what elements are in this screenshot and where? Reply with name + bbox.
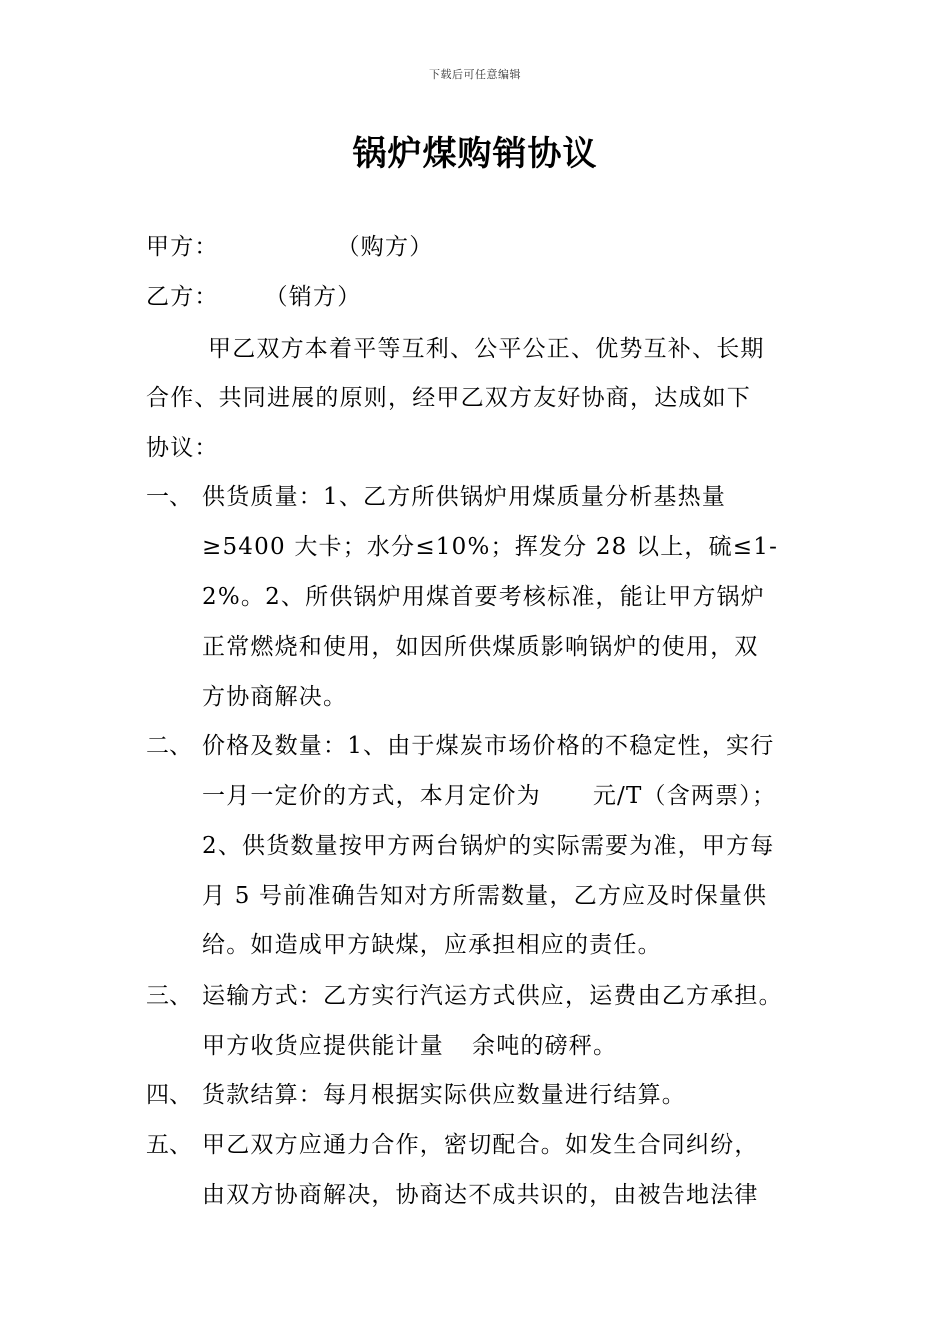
item-1-line-3: 2%。2、所供锅炉用煤首要考核标准，能让甲方锅炉 xyxy=(202,584,765,610)
party-a-role: （购方） xyxy=(336,234,434,260)
item-4-line-1: 货款结算：每月根据实际供应数量进行结算。 xyxy=(202,1082,686,1108)
item-1-line-4: 正常燃烧和使用，如因所供煤质影响锅炉的使用，双 xyxy=(202,634,759,660)
item-2-line-1: 价格及数量：1、由于煤炭市场价格的不稳定性，实行 xyxy=(202,733,775,759)
party-b-role: （销方） xyxy=(264,284,362,310)
item-1-line-1: 供货质量：1、乙方所供锅炉用煤质量分析基热量 xyxy=(202,484,727,510)
item-2-price-suffix: 元/T（含两票）； xyxy=(592,783,777,809)
item-2-line-5: 给。如造成甲方缺煤，应承担相应的责任。 xyxy=(202,932,662,958)
party-b-line xyxy=(146,282,361,312)
item-5-number: 五、 xyxy=(146,1132,192,1158)
item-2-line-3: 2、供货数量按甲方两台锅炉的实际需要为准，甲方每 xyxy=(202,833,775,859)
intro-line-3: 协议： xyxy=(146,435,219,461)
item-3-line-2 xyxy=(202,1031,617,1061)
item-2-price-prefix: 一月一定价的方式，本月定价为 xyxy=(202,783,541,809)
party-a-label: 甲方： xyxy=(146,234,219,260)
item-5-line-1: 甲乙双方应通力合作，密切配合。如发生合同纠纷， xyxy=(202,1132,759,1158)
item-3-number: 三、 xyxy=(146,983,192,1009)
item-1-line-2: ≥5400 大卡；水分≤10%；挥发分 28 以上，硫≤1- xyxy=(202,534,779,560)
item-2-number: 二、 xyxy=(146,733,192,759)
header-note: 下载后可任意编辑 xyxy=(429,68,521,81)
item-1-number: 一、 xyxy=(146,484,192,510)
item-2-line-2 xyxy=(202,781,776,811)
intro-line-1: 甲乙双方本着平等互利、公平公正、优势互补、长期 xyxy=(208,336,765,362)
item-3-line-1: 运输方式：乙方实行汽运方式供应，运费由乙方承担。 xyxy=(202,983,783,1009)
item-1-line-5: 方协商解决。 xyxy=(202,684,348,710)
item-3-scale-prefix: 甲方收货应提供能计量 xyxy=(202,1033,444,1059)
party-b-label: 乙方： xyxy=(146,284,219,310)
item-3-scale-suffix: 余吨的磅秤。 xyxy=(472,1033,618,1059)
intro-line-2: 合作、共同进展的原则，经甲乙双方友好协商，达成如下 xyxy=(146,385,751,411)
item-4-number: 四、 xyxy=(146,1082,192,1108)
document-title: 锅炉煤购销协议 xyxy=(352,134,598,174)
item-5-line-2: 由双方协商解决，协商达不成共识的，由被告地法律 xyxy=(202,1182,759,1208)
party-a-line xyxy=(146,232,433,262)
item-2-line-4: 月 5 号前准确告知对方所需数量，乙方应及时保量供 xyxy=(202,883,768,909)
